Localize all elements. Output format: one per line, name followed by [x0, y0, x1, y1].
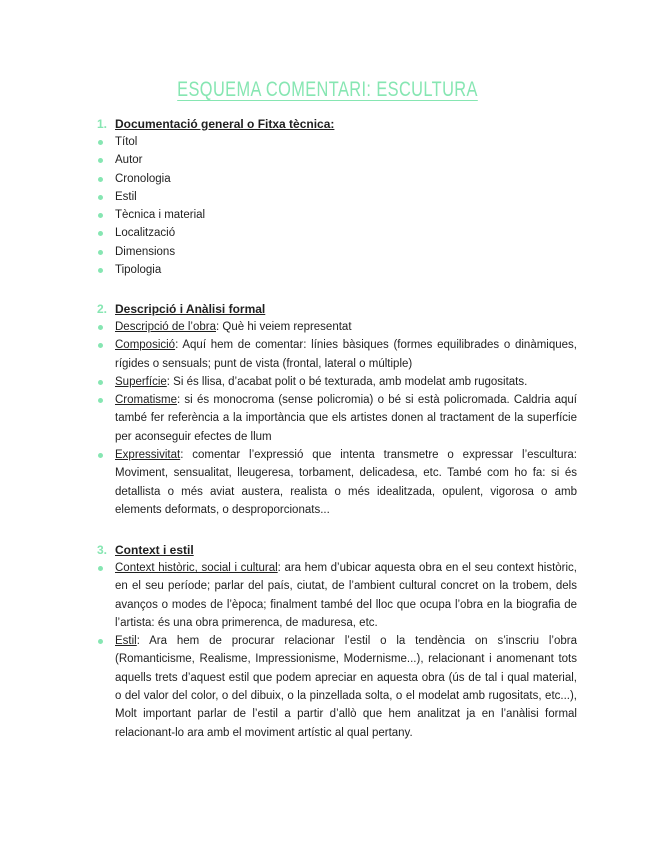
section-documentacio [97, 115, 577, 279]
item-text: : Ara hem de procurar relacionar l’estil o la tendència on s’inscriu l’obra (Romanticisme, Realisme, Impressionisme, Modernisme...), relacionant i anomenant tots aquells trets d’aquest estil que podem apreciar en aquesta obra (ús de tal i qual material, o del valor del color, o del dibuix, o la pinzellada solta, o el modelat amb rugositats, etc...), Molt important parlar de l’estil a partir d’allò que hem analitzat ja en l’anàlisi formal relacionant-lo ara amb el moviment artístic al qual pertany. [115, 635, 577, 739]
bullet-icon [98, 453, 103, 458]
bullet-icon [98, 639, 103, 644]
section-title: Descripció i Anàlisi formal [115, 302, 266, 316]
item-text: : si és monocroma (sense policromia) o bé si està policromada. Caldria aquí també fer referència a la importància que els artistes donen al tractament de la superfície per aconseguir efectes de llum [115, 394, 577, 443]
fitxa-tecnica-list [97, 133, 577, 279]
section-descripcio [97, 300, 577, 519]
bullet-icon [98, 158, 103, 163]
list-item: Títol [97, 133, 577, 151]
item-text: : ara hem d’ubicar aquesta obra en el seu context històric, en el seu període; parlar del país, ciutat, de l’ambient cultural concret on la trobem, dels avanços o modes de l’època; finalment també del lloc que ocupa l’obra en la biografia de l’artista: és una obra primerenca, de maduresa, etc. [115, 562, 578, 629]
item-term: Descripció de l’obra [115, 321, 216, 333]
section-number: 2. [97, 302, 108, 316]
item-text: : Aquí hem de comentar: línies bàsiques (formes equilibrades o dinàmiques, rígides o sensuals; punt de vista (frontal, lateral o múltiple) [115, 339, 577, 370]
list-item: Tipologia [97, 261, 577, 279]
section-title: Documentació general o Fitxa tècnica: [115, 117, 335, 131]
section-title: Context i estil [115, 543, 194, 557]
section-heading [97, 541, 577, 559]
list-item [97, 559, 577, 632]
item-term: Cromatisme [115, 394, 177, 407]
bullet-icon [98, 213, 103, 218]
item-term: Estil [115, 635, 137, 648]
bullet-icon [98, 343, 103, 348]
list-item [97, 373, 577, 391]
section-context [97, 541, 577, 742]
bullet-icon [98, 380, 103, 385]
item-term: Context històric, social i cultural [115, 562, 278, 574]
list-item: Tècnica i material [97, 206, 577, 224]
section-heading [97, 300, 577, 318]
list-item [97, 446, 577, 519]
list-item: Localització [97, 224, 577, 242]
bullet-icon [98, 140, 103, 145]
bullet-icon [98, 231, 103, 236]
bullet-icon [98, 268, 103, 273]
analisi-formal-list [97, 318, 577, 519]
section-number: 1. [97, 117, 108, 131]
list-item: Autor [97, 151, 577, 169]
bullet-icon [98, 195, 103, 200]
item-term: Superfície [115, 375, 167, 388]
list-item [97, 318, 577, 336]
context-estil-list [97, 559, 577, 742]
bullet-icon [98, 398, 103, 403]
list-item: Dimensions [97, 243, 577, 261]
page-title: ESQUEMA COMENTARI: ESCULTURA [177, 78, 478, 101]
item-term: Composició [115, 339, 176, 352]
bullet-icon [98, 250, 103, 255]
list-item [97, 336, 577, 373]
list-item: Cronologia [97, 170, 577, 188]
list-item: Estil [97, 188, 577, 206]
bullet-icon [98, 325, 103, 330]
bullet-icon [98, 177, 103, 182]
section-number: 3. [97, 543, 108, 557]
list-item [97, 632, 577, 742]
item-text: : Si és llisa, d’acabat polit o bé texturada, amb modelat amb rugositats. [166, 375, 528, 388]
item-term: Expressivitat [115, 449, 181, 462]
item-text: : comentar l’expressió que intenta transmetre o expressar l’escultura: Moviment, sensualitat, lleugeresa, torbament, delicadesa, etc. També com ho fa: si és detallista o més aviat austera, realista o més idealitzada, opulent, vigorosa o amb elements deformats, o desproporcionats... [115, 449, 577, 516]
list-item [97, 391, 577, 446]
bullet-icon [98, 566, 103, 571]
item-text: : Què hi veiem representat [216, 321, 352, 333]
section-heading [97, 115, 577, 133]
